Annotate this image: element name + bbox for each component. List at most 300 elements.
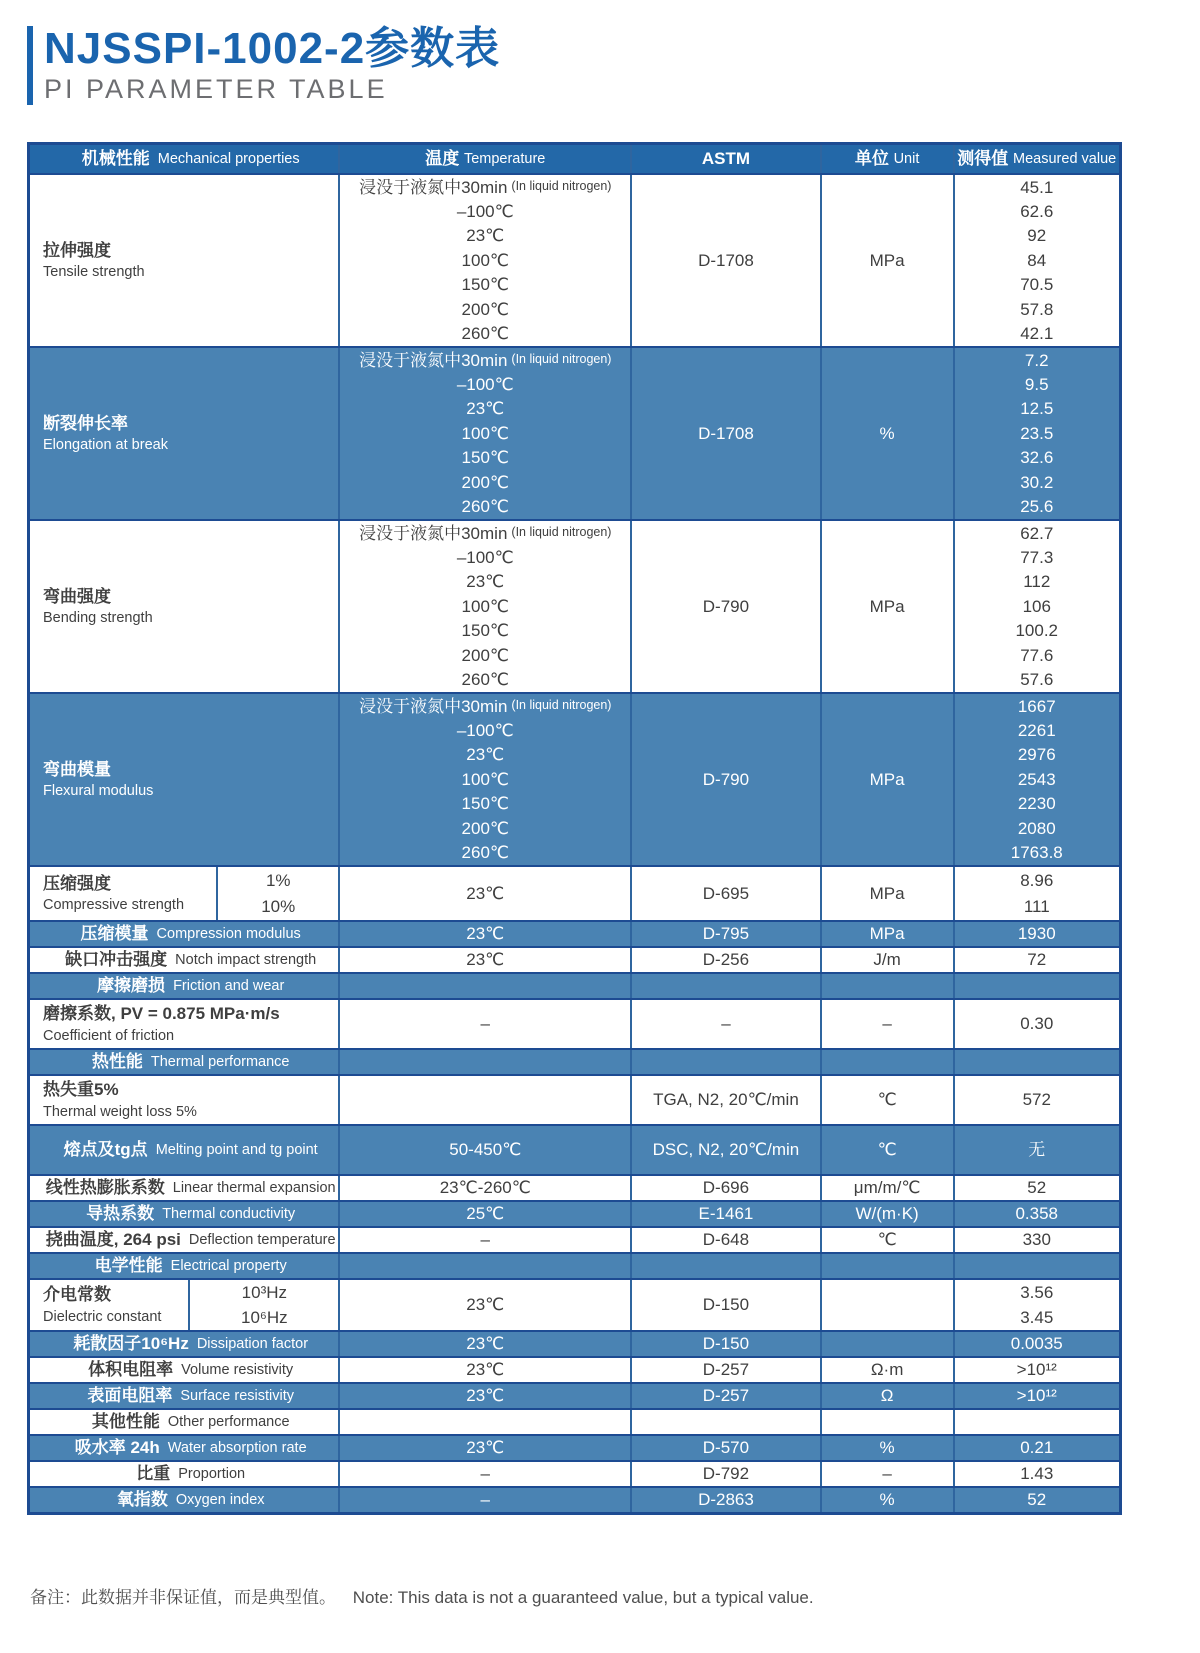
property-label-en: Other performance bbox=[167, 1414, 290, 1431]
value-cell bbox=[955, 974, 1119, 998]
temperature-line: 150℃ bbox=[461, 448, 510, 468]
property-label-zh: 氧指数 bbox=[116, 1490, 168, 1510]
value-cell: 52 bbox=[1027, 1490, 1047, 1510]
value-line: 62.7 bbox=[1020, 523, 1054, 543]
value-cell bbox=[955, 1254, 1119, 1278]
header-label-en: Unit bbox=[893, 150, 920, 167]
property-cell bbox=[30, 348, 340, 519]
unit-cell: W/(m·K) bbox=[822, 1202, 955, 1226]
value-line: 111 bbox=[1023, 897, 1050, 917]
table-row bbox=[30, 1048, 1119, 1074]
temperature-line: 100℃ bbox=[461, 769, 510, 789]
temperature-line: 200℃ bbox=[461, 472, 510, 492]
value-lines bbox=[955, 1280, 1119, 1330]
property-label-zh: 体积电阻率 bbox=[88, 1360, 174, 1380]
property-cell bbox=[30, 521, 340, 692]
temperature-cell: 23℃ bbox=[340, 1436, 632, 1460]
table-header bbox=[30, 145, 1119, 173]
temperature-cell: 23℃ bbox=[340, 1332, 632, 1356]
temperature-cell bbox=[340, 348, 632, 519]
temperature-line: 150℃ bbox=[461, 621, 510, 641]
temperature-line bbox=[340, 521, 630, 545]
unit-cell: – bbox=[822, 1462, 955, 1486]
value-cell bbox=[955, 1280, 1119, 1330]
table-row bbox=[30, 1278, 1119, 1330]
value-line: 9.5 bbox=[1024, 375, 1049, 394]
page-title: NJSSPI-1002-2参数表 bbox=[44, 24, 501, 73]
value-line: 62.6 bbox=[1020, 202, 1054, 221]
property-label-zh: 磨擦系数, PV = 0.875 MPa·m/s bbox=[43, 1004, 280, 1024]
unit-cell bbox=[822, 1280, 955, 1330]
temperature-line: 100℃ bbox=[461, 596, 510, 616]
property-label-zh: 弯曲强度 bbox=[43, 586, 111, 606]
value-cell bbox=[955, 175, 1119, 346]
value-cell: >10¹² bbox=[1016, 1386, 1057, 1406]
property-label-en: Thermal performance bbox=[150, 1054, 290, 1071]
header-label-en: Measured value bbox=[1013, 150, 1117, 167]
temperature-cell: – bbox=[340, 1462, 632, 1486]
title-text-group bbox=[44, 26, 500, 105]
value-line: 25.6 bbox=[1020, 497, 1054, 517]
table-row bbox=[30, 1408, 1119, 1434]
astm-cell: D-695 bbox=[632, 867, 821, 920]
table-row bbox=[30, 1174, 1119, 1200]
value-cell: >10¹² bbox=[1016, 1360, 1057, 1380]
value-lines bbox=[955, 521, 1119, 692]
sub-conditions bbox=[218, 867, 338, 920]
temperature-cell bbox=[340, 1076, 632, 1124]
table-row bbox=[30, 1460, 1119, 1486]
temperature-cell bbox=[340, 694, 632, 865]
value-line: 8.96 bbox=[1020, 870, 1054, 890]
property-label-en: Water absorption rate bbox=[167, 1440, 307, 1457]
value-line: 84 bbox=[1027, 250, 1047, 270]
unit-cell: MPa bbox=[822, 867, 955, 920]
value-line: 2976 bbox=[1017, 745, 1056, 765]
value-line: 23.5 bbox=[1020, 423, 1054, 443]
property-cell bbox=[30, 1202, 340, 1226]
sub-condition: 10% bbox=[261, 897, 296, 917]
property-label-zh: 压缩模量 bbox=[80, 924, 149, 944]
sub-conditions bbox=[190, 1280, 338, 1330]
note-zh: 备注：此数据并非保证值，而是典型值。 bbox=[30, 1588, 336, 1607]
property-label-en: Volume resistivity bbox=[181, 1362, 294, 1379]
value-cell: 0.21 bbox=[1020, 1438, 1054, 1458]
property-label-en: Tensile strength bbox=[43, 264, 145, 281]
sub-condition: 10⁶Hz bbox=[241, 1307, 288, 1327]
property-label-en: Flexural modulus bbox=[43, 783, 154, 800]
astm-cell: D-2863 bbox=[632, 1488, 821, 1512]
property-cell bbox=[30, 175, 340, 346]
property-label-zh: 电学性能 bbox=[94, 1256, 163, 1276]
value-line: 2080 bbox=[1017, 818, 1056, 838]
property-label bbox=[30, 1280, 190, 1330]
title-block bbox=[27, 26, 500, 105]
value-line: 112 bbox=[1023, 572, 1051, 592]
value-line: 77.6 bbox=[1020, 645, 1054, 665]
property-label-en: Electrical property bbox=[170, 1258, 287, 1275]
unit-cell: % bbox=[822, 1488, 955, 1512]
temp-main: 浸没于液氮中30min bbox=[359, 696, 508, 716]
astm-cell: D-150 bbox=[632, 1332, 821, 1356]
value-cell bbox=[955, 1050, 1119, 1074]
temperature-lines bbox=[340, 175, 630, 346]
astm-cell: – bbox=[632, 1000, 821, 1048]
header-mechanical-properties bbox=[30, 145, 340, 173]
temp-note: (In liquid nitrogen) bbox=[511, 698, 612, 713]
temperature-line: 23℃ bbox=[466, 399, 505, 419]
temperature-line: 260℃ bbox=[461, 497, 510, 517]
astm-cell: D-795 bbox=[632, 922, 821, 946]
astm-cell: TGA, N2, 20℃/min bbox=[632, 1076, 821, 1124]
value-cell: 572 bbox=[1022, 1090, 1051, 1110]
table-row bbox=[30, 692, 1119, 865]
parameter-table bbox=[27, 142, 1122, 1515]
property-cell bbox=[30, 1050, 340, 1074]
temperature-cell: 25℃ bbox=[340, 1202, 632, 1226]
table-row bbox=[30, 1200, 1119, 1226]
value-lines bbox=[955, 175, 1119, 346]
temperature-cell bbox=[340, 1050, 632, 1074]
property-label-zh: 其他性能 bbox=[91, 1412, 160, 1432]
property-label-en: Surface resistivity bbox=[180, 1388, 294, 1405]
property-cell bbox=[30, 1126, 340, 1174]
value-cell: 1.43 bbox=[1020, 1464, 1054, 1484]
table-row bbox=[30, 946, 1119, 972]
property-label-en: Proportion bbox=[178, 1466, 246, 1483]
property-cell bbox=[30, 1176, 340, 1200]
value-line: 32.6 bbox=[1020, 448, 1054, 468]
value-cell bbox=[955, 867, 1119, 920]
unit-cell bbox=[822, 1254, 955, 1278]
header-label-en: Temperature bbox=[463, 150, 546, 167]
property-cell bbox=[30, 1000, 340, 1048]
unit-cell: MPa bbox=[822, 521, 955, 692]
value-cell: 0.0035 bbox=[1010, 1334, 1063, 1354]
temperature-line: 150℃ bbox=[461, 794, 510, 814]
property-label-zh: 缺口冲击强度 bbox=[65, 950, 168, 970]
value-line: 2543 bbox=[1017, 769, 1056, 789]
value-line: 3.56 bbox=[1020, 1282, 1054, 1302]
temperature-line: 200℃ bbox=[461, 818, 510, 838]
value-lines bbox=[955, 348, 1119, 519]
unit-cell bbox=[822, 1332, 955, 1356]
value-cell bbox=[955, 1410, 1119, 1434]
value-line: 7.2 bbox=[1024, 350, 1049, 370]
temp-note: (In liquid nitrogen) bbox=[511, 179, 612, 194]
temp-main: 浸没于液氮中30min bbox=[359, 523, 508, 543]
table-row bbox=[30, 920, 1119, 946]
temperature-cell: 23℃ bbox=[340, 1384, 632, 1408]
temperature-line: 23℃ bbox=[466, 572, 505, 592]
table-row bbox=[30, 519, 1119, 692]
temperature-line: –100℃ bbox=[456, 375, 514, 394]
property-cell bbox=[30, 1462, 340, 1486]
temperature-line: 260℃ bbox=[461, 843, 510, 863]
temp-note: (In liquid nitrogen) bbox=[511, 352, 612, 367]
property-label-en: Friction and wear bbox=[173, 978, 285, 995]
unit-cell: MPa bbox=[822, 175, 955, 346]
header-temperature bbox=[340, 145, 632, 173]
unit-cell: ℃ bbox=[822, 1228, 955, 1252]
value-line: 30.2 bbox=[1020, 472, 1054, 492]
value-cell bbox=[955, 521, 1119, 692]
property-label-zh: 比重 bbox=[136, 1464, 171, 1484]
astm-cell bbox=[632, 1254, 821, 1278]
astm-cell bbox=[632, 974, 821, 998]
value-line: 2261 bbox=[1017, 721, 1056, 740]
temperature-cell: – bbox=[340, 1228, 632, 1252]
temperature-cell bbox=[340, 521, 632, 692]
property-cell bbox=[30, 694, 340, 865]
property-cell bbox=[30, 1384, 340, 1408]
value-line: 12.5 bbox=[1020, 399, 1054, 419]
astm-cell: D-150 bbox=[632, 1280, 821, 1330]
temperature-line: 23℃ bbox=[466, 226, 505, 246]
astm-cell: D-1708 bbox=[632, 175, 821, 346]
temperature-cell: 23℃ bbox=[340, 948, 632, 972]
header-unit bbox=[822, 145, 955, 173]
temperature-cell bbox=[340, 1410, 632, 1434]
property-label-en: Linear thermal expansion bbox=[172, 1180, 336, 1197]
temperature-cell bbox=[340, 974, 632, 998]
temperature-cell: 23℃ bbox=[340, 867, 632, 920]
value-cell: 72 bbox=[1027, 950, 1047, 970]
unit-cell: J/m bbox=[822, 948, 955, 972]
property-cell bbox=[30, 1410, 340, 1434]
header-label-zh: 测得值 bbox=[957, 149, 1009, 169]
astm-cell bbox=[632, 1410, 821, 1434]
temperature-cell: 23℃ bbox=[340, 1358, 632, 1382]
table-row bbox=[30, 1252, 1119, 1278]
property-label-zh: 热失重5% bbox=[43, 1080, 119, 1100]
value-cell: 0.30 bbox=[1020, 1014, 1054, 1034]
temperature-cell bbox=[340, 175, 632, 346]
property-label-en: Thermal conductivity bbox=[162, 1206, 296, 1223]
table-row bbox=[30, 1382, 1119, 1408]
property-label-en: Compressive strength bbox=[43, 897, 185, 914]
header-label-en: Mechanical properties bbox=[157, 150, 300, 167]
property-cell bbox=[30, 1488, 340, 1512]
temperature-cell: 23℃-260℃ bbox=[340, 1176, 632, 1200]
unit-cell: MPa bbox=[822, 922, 955, 946]
header-astm bbox=[632, 145, 821, 173]
property-cell bbox=[30, 1254, 340, 1278]
property-label-zh: 线性热膨胀系数 bbox=[45, 1178, 165, 1198]
astm-cell: D-790 bbox=[632, 694, 821, 865]
value-cell: 330 bbox=[1022, 1230, 1051, 1250]
temperature-cell: 50-450℃ bbox=[340, 1126, 632, 1174]
temperature-cell: 23℃ bbox=[340, 1280, 632, 1330]
property-cell bbox=[30, 1436, 340, 1460]
temperature-cell bbox=[340, 1254, 632, 1278]
unit-cell: ℃ bbox=[822, 1076, 955, 1124]
unit-cell bbox=[822, 1410, 955, 1434]
property-label-zh: 压缩强度 bbox=[43, 873, 111, 893]
property-cell bbox=[30, 1228, 340, 1252]
astm-cell: D-257 bbox=[632, 1358, 821, 1382]
property-label-en: Coefficient of friction bbox=[43, 1027, 175, 1044]
note-en: Note: This data is not a guaranteed value, but a typical value. bbox=[352, 1588, 814, 1607]
value-line: 77.3 bbox=[1020, 548, 1054, 567]
temperature-cell: – bbox=[340, 1000, 632, 1048]
sub-condition: 1% bbox=[265, 870, 291, 890]
property-label-en: Bending strength bbox=[43, 610, 153, 627]
temperature-cell: 23℃ bbox=[340, 922, 632, 946]
table-body bbox=[30, 173, 1119, 1512]
property-label-en: Notch impact strength bbox=[175, 952, 317, 969]
table-row bbox=[30, 1124, 1119, 1174]
temperature-line: 150℃ bbox=[461, 275, 510, 295]
temperature-lines bbox=[340, 348, 630, 519]
temperature-cell: – bbox=[340, 1488, 632, 1512]
property-cell bbox=[30, 974, 340, 998]
astm-cell: E-1461 bbox=[632, 1202, 821, 1226]
value-line: 70.5 bbox=[1020, 275, 1054, 295]
table-row bbox=[30, 1074, 1119, 1124]
temperature-line: 23℃ bbox=[466, 745, 505, 765]
temperature-line: 200℃ bbox=[461, 299, 510, 319]
value-cell: 1930 bbox=[1017, 924, 1056, 944]
temperature-line bbox=[340, 175, 630, 199]
temperature-lines bbox=[340, 521, 630, 692]
property-label-zh: 吸水率 24h bbox=[74, 1438, 160, 1458]
sub-condition: 10³Hz bbox=[241, 1282, 288, 1302]
table-row bbox=[30, 1226, 1119, 1252]
table-row bbox=[30, 972, 1119, 998]
temp-note: (In liquid nitrogen) bbox=[511, 525, 612, 540]
table-row bbox=[30, 865, 1119, 920]
property-label-zh: 耗散因子10⁶Hz bbox=[73, 1334, 189, 1354]
temperature-line: –100℃ bbox=[456, 202, 514, 221]
unit-cell: – bbox=[822, 1000, 955, 1048]
property-label-en: Oxygen index bbox=[175, 1492, 265, 1509]
value-line: 45.1 bbox=[1020, 177, 1054, 197]
temp-main: 浸没于液氮中30min bbox=[359, 177, 508, 197]
astm-cell: D-570 bbox=[632, 1436, 821, 1460]
temperature-line: –100℃ bbox=[456, 721, 514, 740]
table-row bbox=[30, 1434, 1119, 1460]
property-label-zh: 挠曲温度, 264 psi bbox=[45, 1230, 181, 1250]
table-row bbox=[30, 998, 1119, 1048]
value-cell: 52 bbox=[1027, 1178, 1047, 1198]
property-label-zh: 断裂伸长率 bbox=[43, 413, 128, 433]
table-row bbox=[30, 1330, 1119, 1356]
header-label-zh: 温度 bbox=[425, 149, 460, 169]
title-accent-bar bbox=[27, 26, 33, 105]
property-label-zh: 弯曲模量 bbox=[43, 759, 111, 779]
unit-cell bbox=[822, 974, 955, 998]
property-label-en: Dielectric constant bbox=[43, 1308, 162, 1325]
property-label-en: Elongation at break bbox=[43, 437, 168, 454]
page-subtitle: PI PARAMETER TABLE bbox=[44, 73, 388, 104]
property-cell bbox=[30, 1358, 340, 1382]
value-lines bbox=[955, 694, 1119, 865]
value-line: 42.1 bbox=[1020, 324, 1054, 344]
temperature-line: 100℃ bbox=[461, 250, 510, 270]
temperature-line: 260℃ bbox=[461, 670, 510, 690]
value-cell: 0.358 bbox=[1015, 1204, 1059, 1224]
property-label-zh: 热性能 bbox=[91, 1052, 143, 1072]
temp-main: 浸没于液氮中30min bbox=[359, 350, 508, 370]
property-label-zh: 表面电阻率 bbox=[87, 1386, 173, 1406]
temperature-line: 260℃ bbox=[461, 324, 510, 344]
astm-cell: D-790 bbox=[632, 521, 821, 692]
unit-cell: ℃ bbox=[822, 1126, 955, 1174]
temperature-line: 100℃ bbox=[461, 423, 510, 443]
property-cell bbox=[30, 867, 340, 920]
temperature-lines bbox=[340, 694, 630, 865]
temperature-line: –100℃ bbox=[456, 548, 514, 567]
unit-cell: Ω·m bbox=[822, 1358, 955, 1382]
property-label-zh: 摩擦磨损 bbox=[97, 976, 166, 996]
property-cell bbox=[30, 1332, 340, 1356]
property-label bbox=[30, 867, 218, 920]
unit-cell: % bbox=[822, 348, 955, 519]
value-line: 1763.8 bbox=[1010, 843, 1063, 863]
property-cell bbox=[30, 1076, 340, 1124]
value-line: 1667 bbox=[1017, 696, 1056, 716]
header-measured-value bbox=[955, 145, 1119, 173]
value-cell bbox=[955, 348, 1119, 519]
property-label-zh: 介电常数 bbox=[43, 1285, 111, 1305]
astm-cell: D-792 bbox=[632, 1462, 821, 1486]
unit-cell: μm/m/℃ bbox=[822, 1176, 955, 1200]
property-label-zh: 拉伸强度 bbox=[43, 240, 111, 260]
astm-cell: D-256 bbox=[632, 948, 821, 972]
header-label-zh: 机械性能 bbox=[81, 149, 150, 169]
unit-cell: % bbox=[822, 1436, 955, 1460]
temperature-line bbox=[340, 348, 630, 372]
value-cell: 无 bbox=[1028, 1140, 1046, 1160]
property-label-en: Compression modulus bbox=[156, 926, 301, 943]
temperature-line: 200℃ bbox=[461, 645, 510, 665]
footer-note bbox=[30, 1583, 814, 1608]
value-line: 2230 bbox=[1017, 794, 1056, 814]
astm-cell: DSC, N2, 20℃/min bbox=[632, 1126, 821, 1174]
value-line: 92 bbox=[1027, 226, 1047, 246]
header-label-en: ASTM bbox=[701, 149, 751, 169]
value-line: 3.45 bbox=[1020, 1307, 1054, 1327]
value-lines bbox=[955, 867, 1119, 920]
property-label-en: Deflection temperature bbox=[188, 1232, 336, 1249]
property-label-zh: 熔点及tg点 bbox=[63, 1140, 148, 1160]
astm-cell bbox=[632, 1050, 821, 1074]
unit-cell: MPa bbox=[822, 694, 955, 865]
value-line: 100.2 bbox=[1015, 621, 1059, 641]
property-cell bbox=[30, 948, 340, 972]
property-cell bbox=[30, 1280, 340, 1330]
table-row bbox=[30, 1356, 1119, 1382]
unit-cell bbox=[822, 1050, 955, 1074]
property-cell bbox=[30, 922, 340, 946]
temperature-line bbox=[340, 694, 630, 718]
table-row bbox=[30, 346, 1119, 519]
property-label-en: Melting point and tg point bbox=[155, 1142, 318, 1159]
property-label-en: Thermal weight loss 5% bbox=[43, 1103, 197, 1120]
table-row bbox=[30, 173, 1119, 346]
value-line: 57.6 bbox=[1020, 670, 1054, 690]
unit-cell: Ω bbox=[822, 1384, 955, 1408]
value-line: 106 bbox=[1022, 596, 1051, 616]
property-label-zh: 导热系数 bbox=[86, 1204, 155, 1224]
header-label-zh: 单位 bbox=[854, 149, 889, 169]
astm-cell: D-648 bbox=[632, 1228, 821, 1252]
table-row bbox=[30, 1486, 1119, 1512]
value-line: 57.8 bbox=[1020, 299, 1054, 319]
astm-cell: D-696 bbox=[632, 1176, 821, 1200]
astm-cell: D-257 bbox=[632, 1384, 821, 1408]
